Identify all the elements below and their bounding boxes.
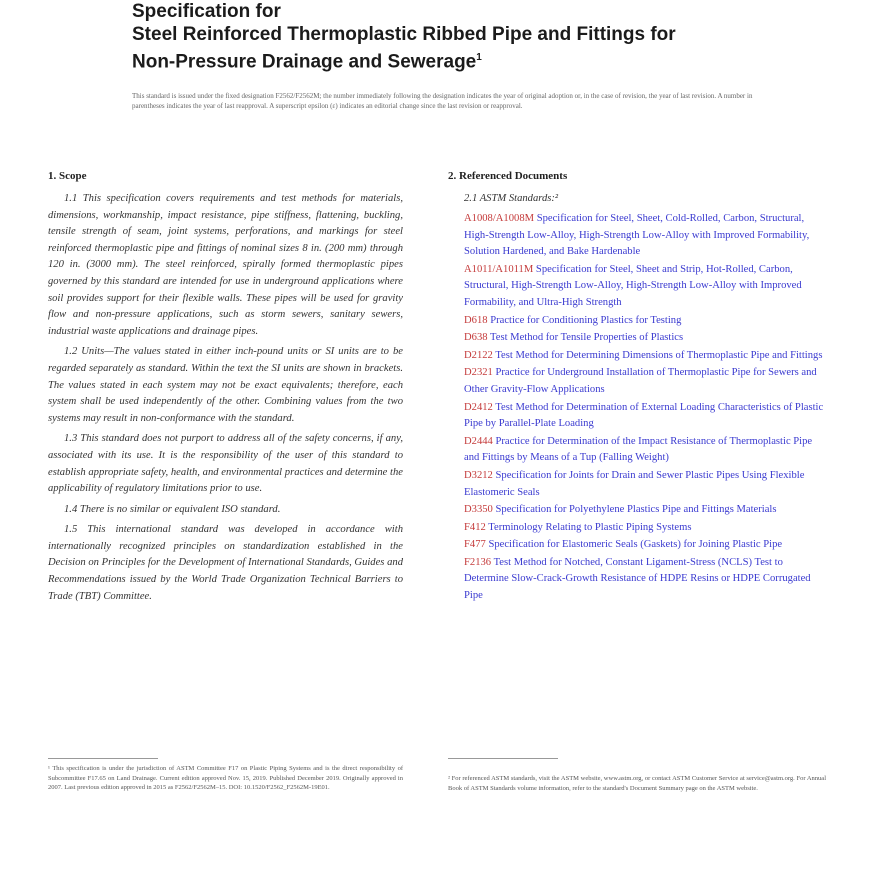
scope-column <box>48 170 403 609</box>
reference-title-link[interactable]: Specification for Steel, Sheet and Strip, Hot-Rolled, Carbon, Structural, High-Strength Low-Alloy, High-Strength Low-Alloy with Improved Formability, and Ultra-High Strength <box>464 263 802 308</box>
document-title <box>132 0 772 73</box>
references-column <box>448 170 826 606</box>
reference-item <box>464 330 826 347</box>
title-line-2: Steel Reinforced Thermoplastic Ribbed Pipe and Fittings for <box>132 24 676 45</box>
reference-title-link[interactable]: Practice for Conditioning Plastics for Testing <box>490 314 682 326</box>
reference-code-link[interactable]: D2122 <box>464 349 493 361</box>
reference-item <box>464 365 826 398</box>
title-line-3 <box>132 46 772 73</box>
reference-code-link[interactable]: D2444 <box>464 435 493 447</box>
reference-code-link[interactable]: D638 <box>464 332 488 344</box>
astm-standards-intro: 2.1 ASTM Standards:² <box>464 193 559 204</box>
reference-item <box>464 537 826 554</box>
scope-paragraph-1-5: 1.5 This international standard was developed in accordance with internationally recognized principles on standardization established in the Decision on Principles for the Development of International Standards, Guides and Recommendations issued by the World Trade Organization Technical Barriers to Trade (TBT) Committee. <box>48 524 403 602</box>
reference-title-link[interactable]: Specification for Joints for Drain and Sewer Plastic Pipes Using Flexible Elastomeric Seals <box>464 469 805 498</box>
reference-title-link[interactable]: Specification for Elastomeric Seals (Gaskets) for Joining Plastic Pipe <box>488 539 783 551</box>
reference-title-link[interactable]: Specification for Steel, Sheet, Cold-Rolled, Carbon, Structural, High-Strength Low-Alloy, High-Strength Low-Alloy with Improved Formability, Solution Hardened, and Bake Hardenable <box>464 213 810 258</box>
scope-paragraph-1-2: 1.2 Units—The values stated in either inch-pound units or SI units are to be regarded separately as standard. Within the text the SI units are shown in brackets. The values stated in each system may not be exact equivalents; therefore, each system shall be used independently of the other. Combining values from the two systems may result in non-conformance with the standard. <box>48 346 403 424</box>
reference-code-link[interactable]: A1008/A1008M <box>464 213 535 224</box>
title-line-1: Specification for <box>132 1 281 22</box>
footnote-rule-right <box>448 758 558 759</box>
scope-paragraph-1-1: 1.1 This specification covers requirements and test methods for materials, dimensions, workmanship, impact resistance, pipe stiffness, flattening, buckling, tensile strength of seam, joint systems, perforations, and markings for steel reinforced thermoplastic pipe and fittings of nominal sizes 8 in. (200 mm) through 120 in. (3000 mm). The steel reinforced, spirally formed thermoplastic pipes governed by this standard are intended for use in underground applications where soil provides support for their flexible walls. These pipes will be used for gravity flow and non-pressure applications, such as storm sewers, sanitary sewers, industrial waste applications and drainage pipes. <box>48 193 403 337</box>
reference-code-link[interactable]: A1011/A1011M <box>464 263 534 275</box>
reference-item <box>464 313 826 330</box>
title-footnote-mark: 1 <box>476 52 482 63</box>
reference-title-link[interactable]: Practice for Determination of the Impact Resistance of Thermoplastic Pipe and Fittings by Means of a Tup (Falling Weight) <box>464 435 813 464</box>
reference-code-link[interactable]: D618 <box>464 314 488 326</box>
reference-title-link[interactable]: Test Method for Determining Dimensions of Thermoplastic Pipe and Fittings <box>495 349 823 361</box>
reference-title-link[interactable]: Specification for Polyethylene Plastics Pipe and Fittings Materials <box>495 504 777 516</box>
scope-heading: 1. Scope <box>48 170 87 182</box>
footnote-rule-left <box>48 758 158 759</box>
references-heading: 2. Referenced Documents <box>448 170 568 182</box>
reference-code-link[interactable]: F412 <box>464 521 486 533</box>
reference-code-link[interactable]: D2412 <box>464 401 493 413</box>
reference-item <box>464 211 826 261</box>
designation-notice: This standard is issued under the fixed designation F2562/F2562M; the number immediately following the designation indicates the year of original adoption or, in the case of revision, the year of last revision. A number in parentheses indicates the year of last reapproval. A superscript epsilon (ε) indicates an editorial change since the last revision or reapproval. <box>132 92 753 110</box>
footnote-2: ² For referenced ASTM standards, visit the ASTM website, www.astm.org, or contact ASTM Customer Service at service@astm.org. For Annual Book of ASTM Standards volume information, refer to the standard's Document Summary page on the ASTM website. <box>448 775 826 792</box>
reference-title-link[interactable]: Terminology Relating to Plastic Piping Systems <box>488 521 692 533</box>
reference-code-link[interactable]: F2136 <box>464 556 492 568</box>
reference-code-link[interactable]: D3350 <box>464 504 493 516</box>
reference-item <box>464 555 826 605</box>
reference-item <box>464 348 826 365</box>
scope-paragraph-1-4: 1.4 There is no similar or equivalent ISO standard. <box>64 503 281 515</box>
reference-item <box>464 502 826 519</box>
reference-list <box>448 211 826 605</box>
reference-title-link[interactable]: Test Method for Notched, Constant Ligament-Stress (NCLS) Test to Determine Slow-Crack-Growth Resistance of HDPE Resins or HDPE Corrugated Pipe <box>464 556 811 602</box>
footnote-1: ¹ This specification is under the jurisdiction of ASTM Committee F17 on Plastic Piping Systems and is the direct responsibility of Subcommittee F17.65 on Land Drainage. Current edition approved Nov. 15, 2019. Published December 2019. Originally approved in 2007. Last previous edition approved in 2015 as F2562/F2562M–15. DOI: 10.1520/F2562_F2562M-19E01. <box>48 765 403 791</box>
reference-title-link[interactable]: Test Method for Determination of External Loading Characteristics of Plastic Pipe by Parallel-Plate Loading <box>464 401 824 430</box>
reference-code-link[interactable]: F477 <box>464 539 486 551</box>
title-line-3-text: Non-Pressure Drainage and Sewerage <box>132 51 477 73</box>
reference-code-link[interactable]: D2321 <box>464 367 493 379</box>
reference-code-link[interactable]: D3212 <box>464 469 493 481</box>
reference-item <box>464 400 826 433</box>
reference-title-link[interactable]: Practice for Underground Installation of Thermoplastic Pipe for Sewers and Other Gravity-Flow Applications <box>464 367 817 395</box>
reference-item <box>464 262 826 312</box>
reference-item <box>464 468 826 501</box>
reference-title-link[interactable]: Test Method for Tensile Properties of Plastics <box>490 332 684 344</box>
reference-item <box>464 520 826 537</box>
scope-paragraph-1-3: 1.3 This standard does not purport to address all of the safety concerns, if any, associated with its use. It is the responsibility of the user of this standard to establish appropriate safety, health, and environmental practices and determine the applicability of regulatory limitations prior to use. <box>48 433 403 495</box>
reference-item <box>464 434 826 467</box>
